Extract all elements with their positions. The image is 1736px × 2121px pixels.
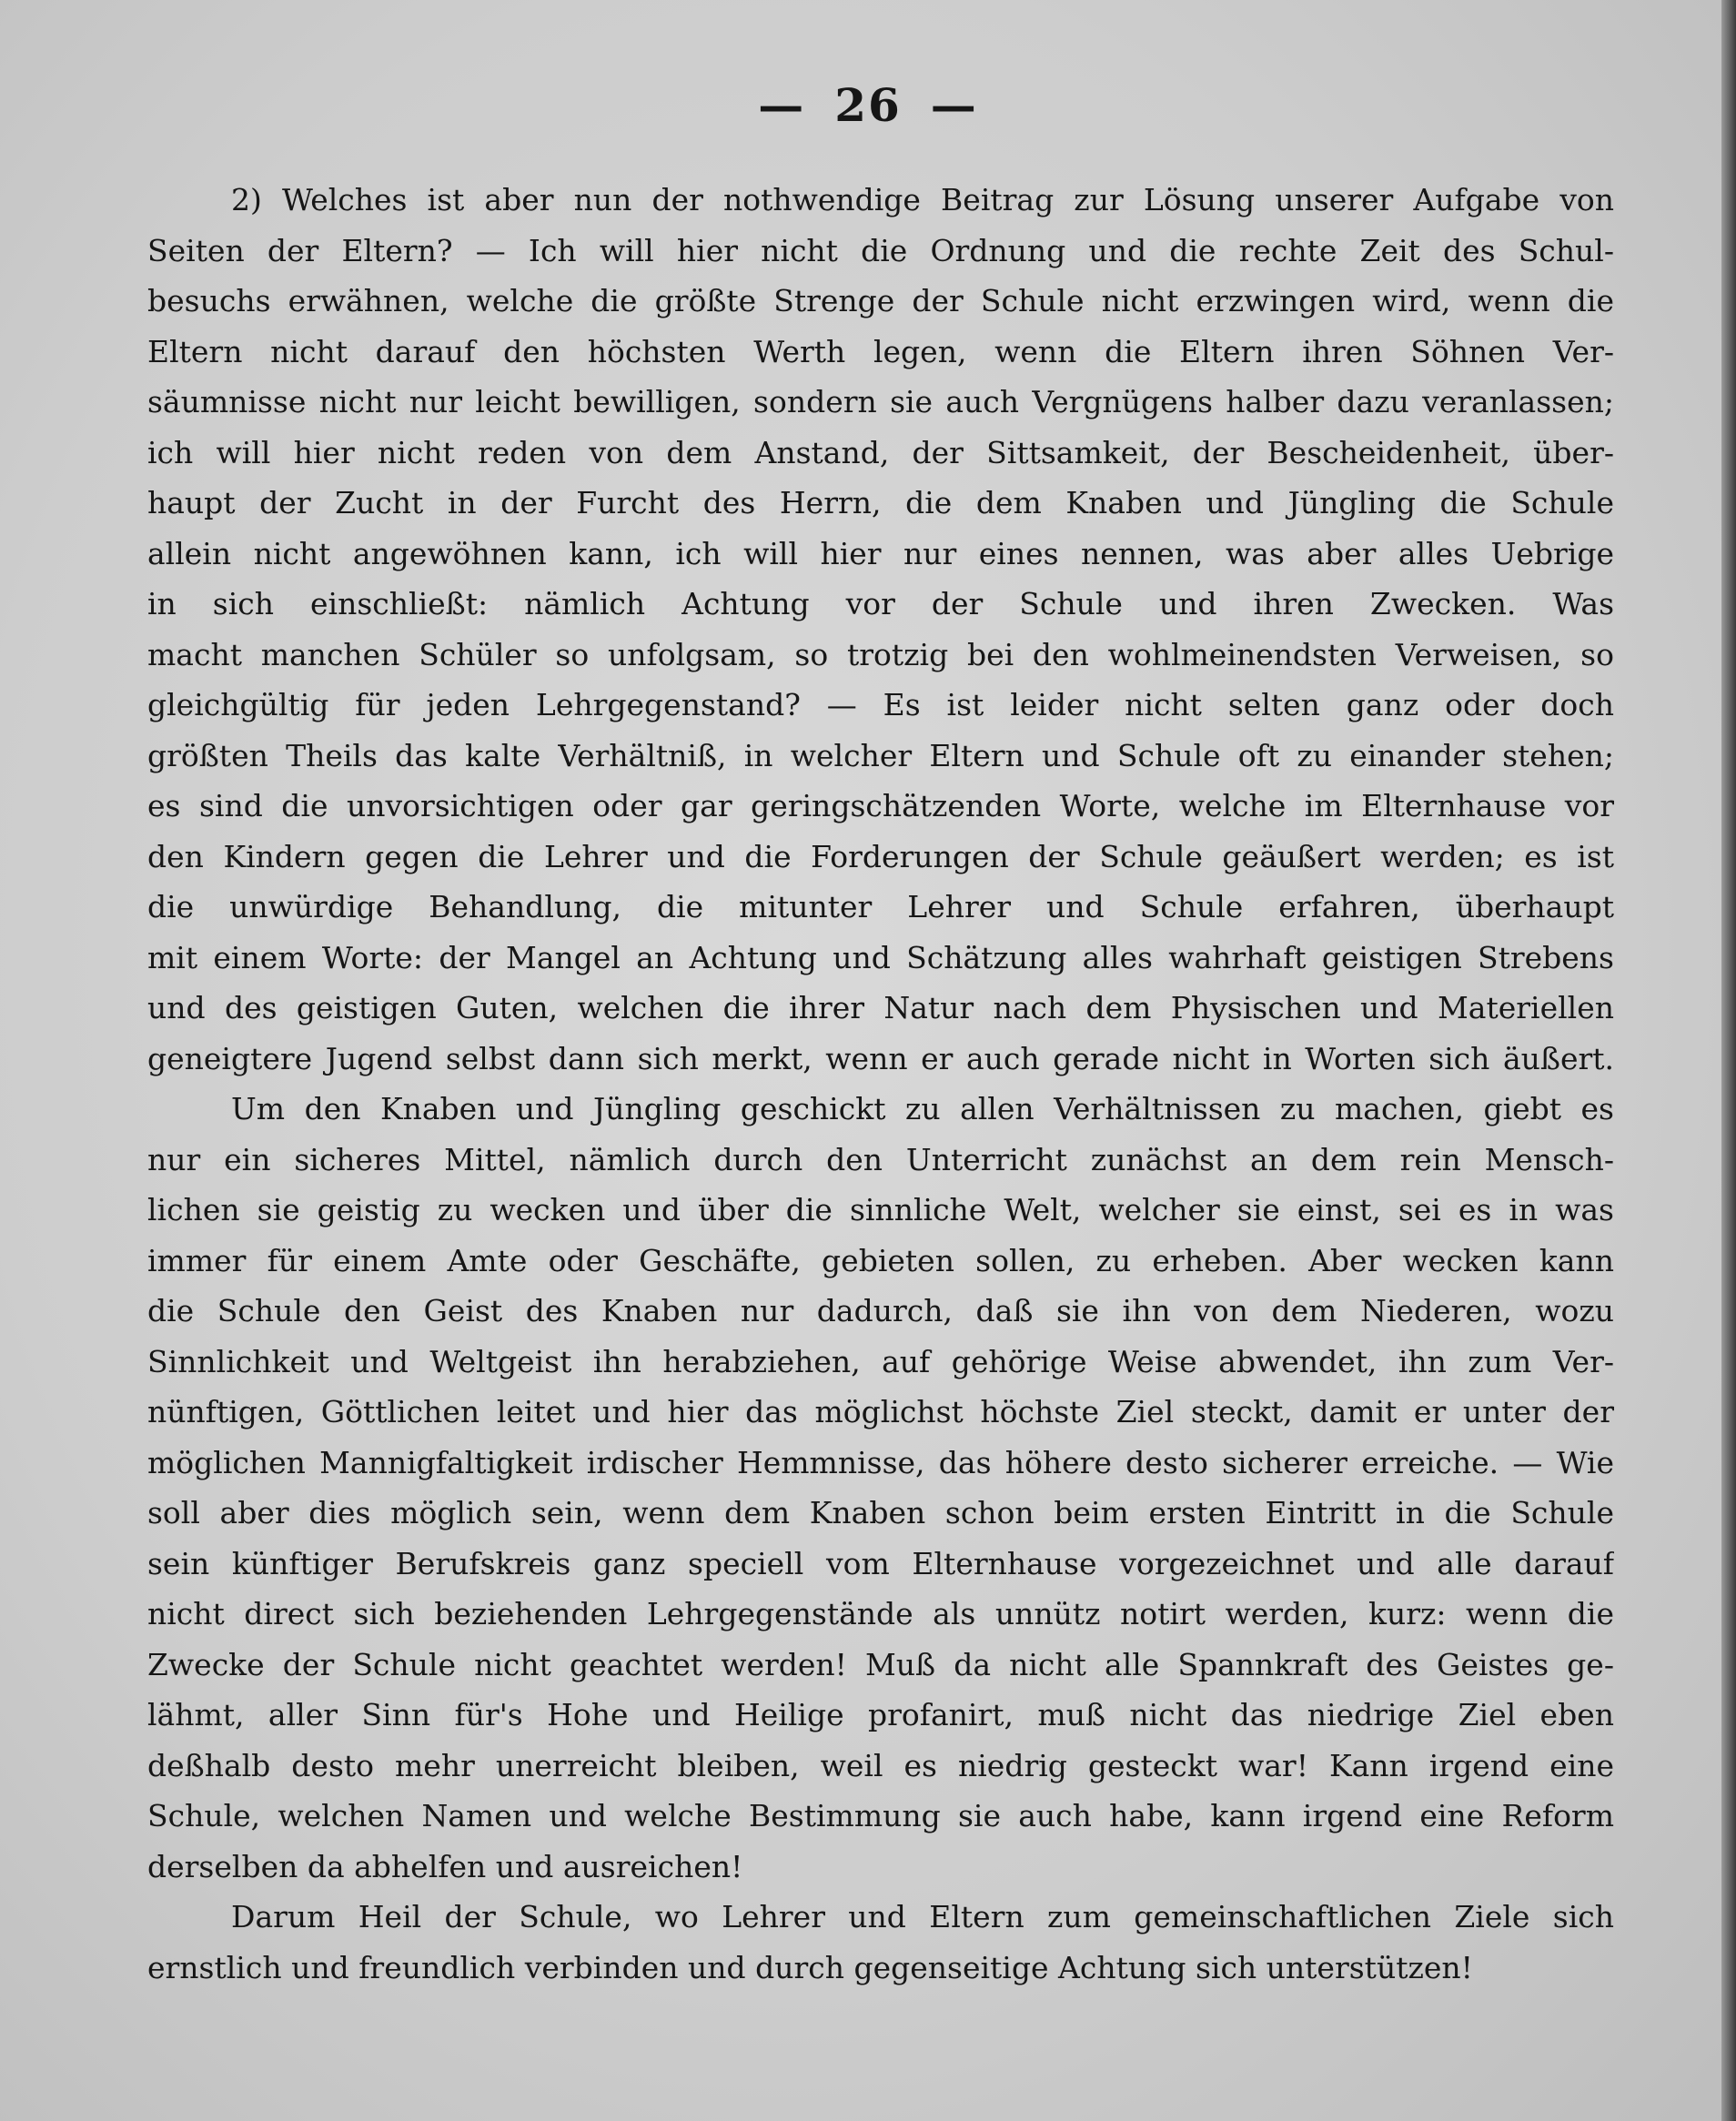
text-line: säumnisse nicht nur leicht bewilligen, sondern sie auch Vergnügens halber dazu veranlassen; <box>147 384 1614 419</box>
text-line: nünftigen, Göttlichen leitet und hier das möglichst höchste Ziel steckt, damit er unter der <box>147 1394 1614 1429</box>
text-line: besuchs erwähnen, welche die größte Strenge der Schule nicht erzwingen wird, wenn die <box>147 283 1614 318</box>
text-line: mit einem Worte: der Mangel an Achtung und Schätzung alles wahrhaft geistigen Strebens <box>147 939 1614 975</box>
text-line: gleichgültig für jeden Lehrgegenstand? — Es ist leider nicht selten ganz oder doch <box>147 687 1614 722</box>
text-line: allein nicht angewöhnen kann, ich will hier nur eines nennen, was aber alles Uebrige <box>147 535 1614 571</box>
text-line: Seiten der Eltern? — Ich will hier nicht die Ordnung und die rechte Zeit des Schul- <box>147 232 1614 268</box>
text-line: nicht direct sich beziehenden Lehrgegenstände als unnütz notirt werden, kurz: wenn die <box>147 1596 1614 1631</box>
text-line: Zwecke der Schule nicht geachtet werden! Muß da nicht alle Spannkraft des Geistes ge- <box>147 1646 1614 1682</box>
paragraph <box>147 1084 1614 1892</box>
text-line: ich will hier nicht reden von dem Anstand, der Sittsamkeit, der Bescheidenheit, über- <box>147 434 1614 470</box>
body-text <box>147 175 1614 1993</box>
text-line: immer für einem Amte oder Geschäfte, gebieten sollen, zu erheben. Aber wecken kann <box>147 1242 1614 1278</box>
text-line: ernstlich und freundlich verbinden und durch gegenseitige Achtung sich unterstützen! <box>147 1949 1473 1985</box>
text-line: Eltern nicht darauf den höchsten Werth legen, wenn die Eltern ihren Söhnen Ver- <box>147 333 1614 369</box>
text-line: den Kindern gegen die Lehrer und die Forderungen der Schule geäußert werden; es ist <box>147 838 1614 874</box>
text-line: größten Theils das kalte Verhältniß, in welcher Eltern und Schule oft zu einander stehen; <box>147 737 1614 773</box>
text-line: Sinnlichkeit und Weltgeist ihn herabziehen, auf gehörige Weise abwendet, ihn zum Ver- <box>147 1343 1614 1379</box>
text-line: möglichen Mannigfaltigkeit irdischer Hemmnisse, das höhere desto sicherer erreiche. — Wie <box>147 1444 1614 1480</box>
page-number: 26 <box>834 78 902 132</box>
text-line: haupt der Zucht in der Furcht des Herrn, die dem Knaben und Jüngling die Schule <box>147 485 1614 520</box>
text-line: in sich einschließt: nämlich Achtung vor der Schule und ihren Zwecken. Was <box>147 586 1614 621</box>
text-line: macht manchen Schüler so unfolgsam, so trotzig bei den wohlmeinendsten Verweisen, so <box>147 636 1614 672</box>
text-line: deßhalb desto mehr unerreicht bleiben, weil es niedrig gesteckt war! Kann irgend eine <box>147 1747 1614 1783</box>
text-line: und des geistigen Guten, welchen die ihrer Natur nach dem Physischen und Materiellen <box>147 990 1614 1025</box>
text-line: 2) Welches ist aber nun der nothwendige Beitrag zur Lösung unserer Aufgabe von <box>231 182 1614 217</box>
header-dash-right: — <box>930 78 978 132</box>
text-line: Schule, welchen Namen und welche Bestimmung sie auch habe, kann irgend eine Reform <box>147 1798 1614 1833</box>
text-line: Darum Heil der Schule, wo Lehrer und Eltern zum gemeinschaftlichen Ziele sich <box>231 1899 1614 1934</box>
text-line: sein künftiger Berufskreis ganz speciell vom Elternhause vorgezeichnet und alle darauf <box>147 1545 1614 1581</box>
page-edge-shadow <box>1721 0 1736 2121</box>
paragraph <box>147 175 1614 1084</box>
text-line: die unwürdige Behandlung, die mitunter Lehrer und Schule erfahren, überhaupt <box>147 889 1614 924</box>
page-header <box>0 78 1736 132</box>
paragraph <box>147 1892 1614 1993</box>
text-line: nur ein sicheres Mittel, nämlich durch den Unterricht zunächst an dem rein Mensch- <box>147 1141 1614 1177</box>
text-line: derselben da abhelfen und ausreichen! <box>147 1848 743 1884</box>
text-line: lichen sie geistig zu wecken und über die sinnliche Welt, welcher sie einst, sei es in was <box>147 1192 1614 1227</box>
header-dash-left: — <box>758 78 806 132</box>
text-line: die Schule den Geist des Knaben nur dadurch, daß sie ihn von dem Niederen, wozu <box>147 1293 1614 1328</box>
text-line: Um den Knaben und Jüngling geschickt zu allen Verhältnissen zu machen, giebt es <box>231 1091 1614 1126</box>
text-line: es sind die unvorsichtigen oder gar geringschätzenden Worte, welche im Elternhause vor <box>147 788 1614 823</box>
text-line: lähmt, aller Sinn für's Hohe und Heilige profanirt, muß nicht das niedrige Ziel eben <box>147 1697 1614 1732</box>
text-line: soll aber dies möglich sein, wenn dem Knaben schon beim ersten Eintritt in die Schule <box>147 1495 1614 1530</box>
text-line: geneigtere Jugend selbst dann sich merkt, wenn er auch gerade nicht in Worten sich äußert. <box>147 1040 1614 1076</box>
